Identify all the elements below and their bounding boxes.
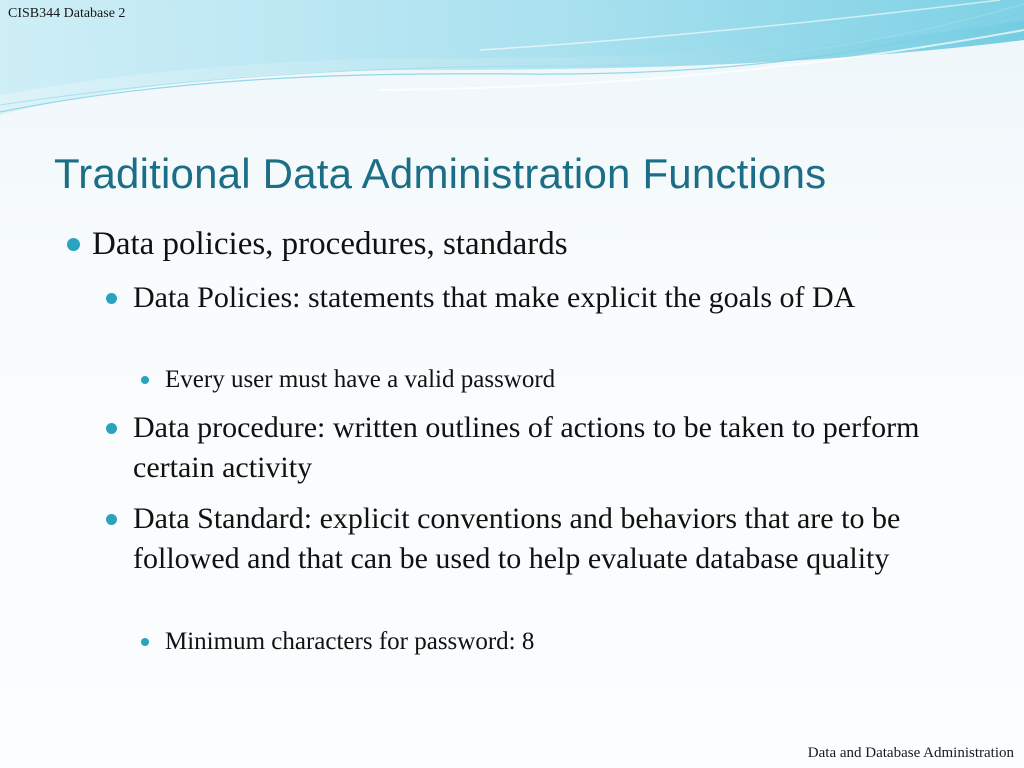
bullet-text: Every user must have a valid password [165, 366, 556, 393]
slide-title: Traditional Data Administration Functions [54, 150, 827, 197]
bullet-level3 [165, 364, 555, 396]
bullet-dot-icon [141, 638, 149, 646]
bullet-level3 [165, 626, 534, 658]
bullet-dot-icon [106, 293, 117, 304]
bullet-text: Data policies, procedures, standards [92, 226, 568, 262]
bullet-level2 [133, 278, 963, 318]
bullet-text: Data Policies: statements that make explicit the goals of DA [133, 281, 856, 314]
bullet-level2 [133, 408, 963, 488]
bullet-text: Data procedure: written outlines of actions to be taken to perform certain activity [133, 411, 920, 484]
bullet-text: Data Standard: explicit conventions and behaviors that are to be followed and that can be used to help evaluate database quality [133, 502, 901, 575]
bullet-level2 [133, 499, 963, 579]
course-label: CISB344 Database 2 [8, 6, 126, 21]
bullet-dot-icon [141, 376, 149, 384]
bullet-dot-icon [106, 423, 117, 434]
bullet-dot-icon [67, 238, 80, 251]
bullet-text: Minimum characters for password: 8 [165, 628, 535, 655]
bullet-dot-icon [106, 514, 117, 525]
bullet-level1 [92, 224, 568, 264]
footer-label: Data and Database Administration [807, 745, 1014, 761]
